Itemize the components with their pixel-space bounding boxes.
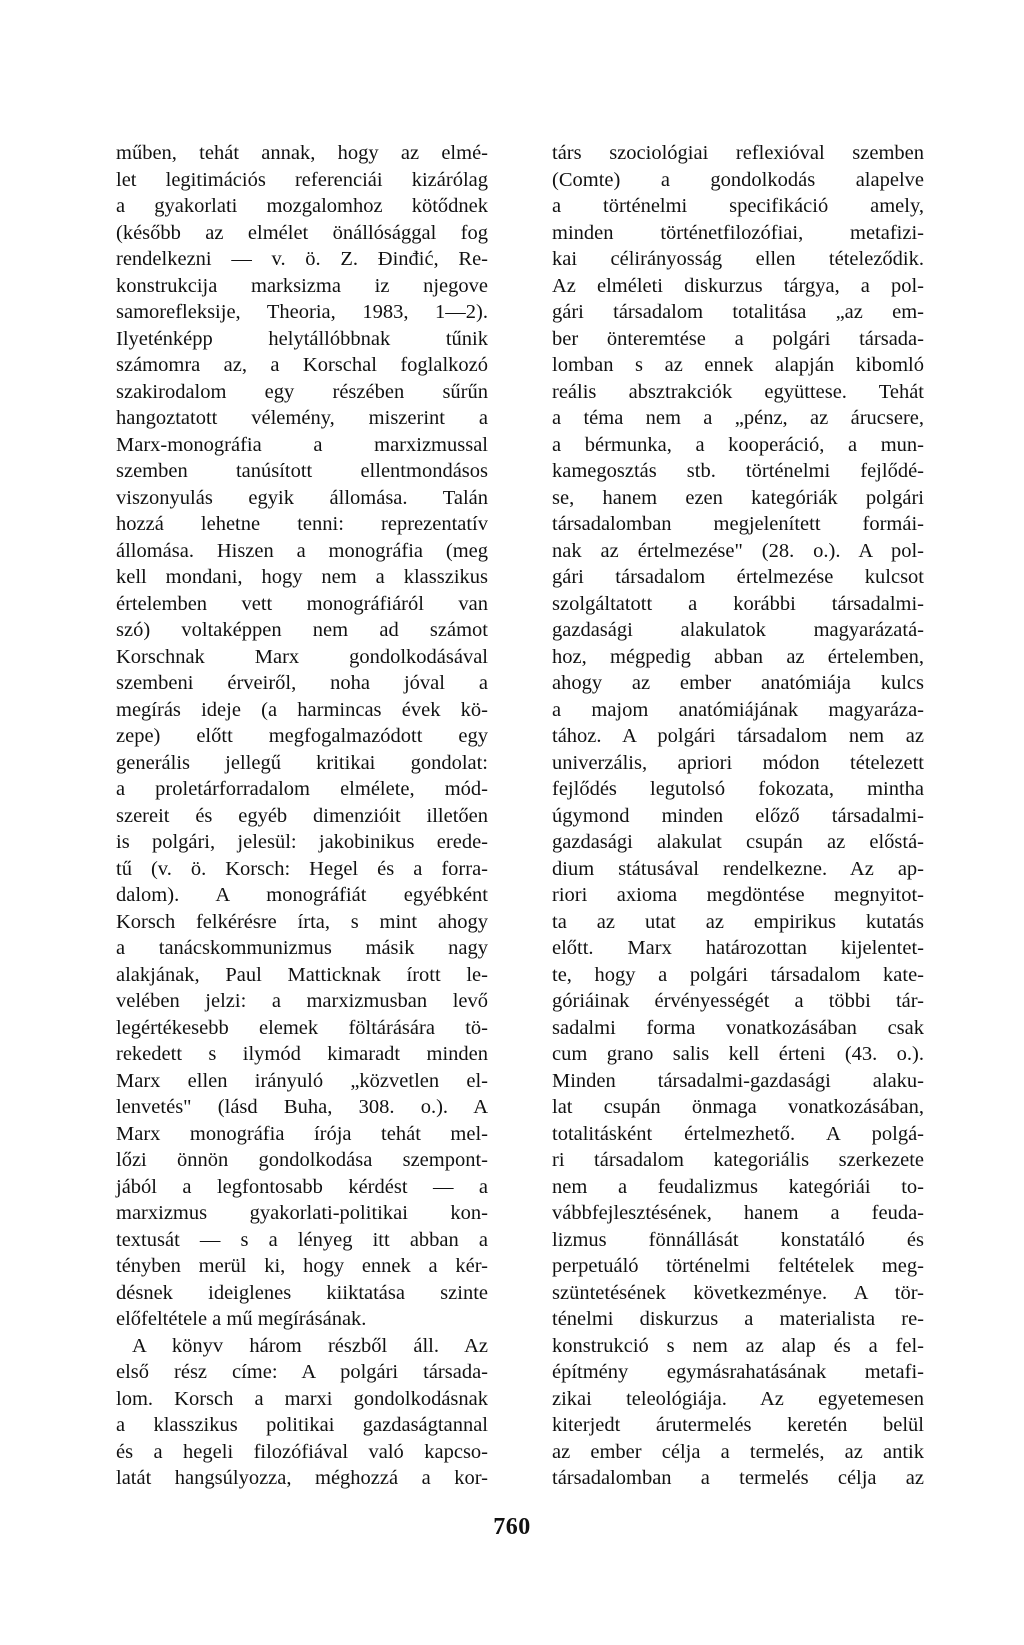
text-line: a proletárforradalom elmélete, mód-	[116, 778, 488, 800]
text-line: Korschnak Marx gondolkodásával	[116, 645, 488, 668]
text-line: konstrukcija marksizma iz njegove	[116, 274, 488, 297]
text-line: kai célirányosság ellen tételeződik.	[552, 248, 924, 270]
text-line: első rész címe: A polgári társada-	[116, 1361, 488, 1383]
text-line: Minden társadalmi-gazdasági alaku-	[552, 1069, 924, 1092]
text-line: Marx-monográfia a marxizmussal	[116, 433, 488, 456]
text-line: gári társadalom értelmezése kulcsot	[552, 566, 924, 588]
text-line: riori axioma megdöntése megnyitot-	[552, 884, 924, 906]
text-line: legértékesebb elemek föltárására tö-	[116, 1016, 488, 1039]
text-line: szereit és egyéb dimenzióit illetően	[116, 804, 488, 827]
text-line: generális jellegű kritikai gondolat:	[116, 751, 488, 774]
text-line: cum grano salis kell érteni (43. o.).	[552, 1043, 924, 1065]
text-line: velében jelzi: a marxizmusban levő	[116, 990, 488, 1012]
text-line: kell mondani, hogy nem a klasszikus	[116, 566, 488, 588]
text-line: előtt. Marx határozottan kijelentet-	[552, 937, 924, 959]
text-line: társadalomban a termelés célja az	[552, 1467, 924, 1489]
text-line: lőzi önnön gondolkodása szempont-	[116, 1149, 488, 1171]
text-line: zikai teleológiája. Az egyetemesen	[552, 1387, 924, 1410]
text-line: Marx ellen irányuló „közvetlen el-	[116, 1069, 488, 1092]
text-line: jából a legfontosabb kérdést — a	[116, 1175, 488, 1198]
text-line: ta az utat az empirikus kutatás	[552, 910, 924, 933]
text-line: a történelmi specifikáció amely,	[552, 195, 924, 217]
text-line: zepe) előtt megfogalmazódott egy	[116, 725, 488, 747]
text-line: lat csupán önmaga vonatkozásában,	[552, 1096, 924, 1118]
text-line: szembeni érveiről, noha jóval a	[116, 672, 488, 694]
text-line: sadalmi forma vonatkozásában csak	[552, 1016, 924, 1039]
text-line: a klasszikus politikai gazdaságtannal	[116, 1414, 488, 1436]
text-line: ahogy az ember anatómiája kulcs	[552, 672, 924, 694]
text-line: műben, tehát annak, hogy az elmé-	[116, 142, 488, 164]
text-line: társadalomban megjelenített formái-	[552, 513, 924, 535]
text-line: rekedett s ilymód kimaradt minden	[116, 1043, 488, 1065]
text-line: tához. A polgári társadalom nem az	[552, 725, 924, 747]
text-line: szakirodalom egy részében sűrűn	[116, 380, 488, 403]
text-line: ber önteremtése a polgári társada-	[552, 327, 924, 350]
text-line: szolgáltatott a korábbi társadalmi-	[552, 592, 924, 615]
text-line: A könyv három részből áll. Az	[132, 1334, 488, 1357]
text-line: dalom). A monográfiát egyébként	[116, 884, 488, 906]
text-line: fejlődés legutolsó fokozata, mintha	[552, 778, 924, 800]
text-line: lomban s az ennek alapján kibomló	[552, 354, 924, 376]
text-line: latát hangsúlyozza, méghozzá a kor-	[116, 1467, 488, 1489]
text-line: (később az elmélet önállósággal fog	[116, 221, 488, 244]
text-line: az ember célja a termelés, az antik	[552, 1440, 924, 1463]
text-line: se, hanem ezen kategóriák polgári	[552, 486, 924, 509]
text-line: gazdasági alakulatok magyarázatá-	[552, 619, 924, 641]
text-line: konstrukció s nem az alap és a fel-	[552, 1334, 924, 1357]
text-line: a gyakorlati mozgalomhoz kötődnek	[116, 195, 488, 217]
text-line: szemben tanúsított ellentmondásos	[116, 460, 488, 482]
text-line: számomra az, a Korschal foglalkozó	[116, 354, 488, 376]
text-line: a téma nem a „pénz, az árucsere,	[552, 407, 924, 429]
text-line: hozzá lehetne tenni: reprezentatív	[116, 513, 488, 535]
text-line: gári társadalom totalitása „az em-	[552, 301, 924, 323]
text-line: lenvetés" (lásd Buha, 308. o.). A	[116, 1096, 488, 1118]
text-line: kamegosztás stb. történelmi fejlődé-	[552, 460, 924, 482]
text-line: reális absztrakciók együttese. Tehát	[552, 380, 924, 403]
text-line: vábbfejlesztésének, hanem a feuda-	[552, 1202, 924, 1224]
text-line: nak az értelmezése" (28. o.). A pol-	[552, 539, 924, 562]
text-line: építmény egymásrahatásának metafi-	[552, 1361, 924, 1383]
text-line: értelemben vett monográfiáról van	[116, 592, 488, 615]
text-line: alakjának, Paul Matticknak írott le-	[116, 963, 488, 986]
right-text-column	[552, 140, 924, 1492]
text-line: előfeltétele a mű megírásának.	[116, 1308, 367, 1330]
text-line: nem a feudalizmus kategóriái to-	[552, 1175, 924, 1198]
text-line: Ilyeténképp helytállóbbnak tűnik	[116, 327, 488, 350]
text-line: hoz, mégpedig abban az értelemben,	[552, 645, 924, 668]
text-line: úgymond minden előző társadalmi-	[552, 804, 924, 827]
text-line: kiterjedt árutermelés keretén belül	[552, 1414, 924, 1436]
text-line: társ szociológiai reflexióval szemben	[552, 142, 924, 164]
text-line: a bérmunka, a kooperáció, a mun-	[552, 433, 924, 456]
text-line: totalitásként értelmezhető. A polgá-	[552, 1122, 924, 1145]
text-line: Az elméleti diskurzus tárgya, a pol-	[552, 274, 924, 297]
text-line: désnek ideiglenes kiiktatása szinte	[116, 1281, 488, 1304]
text-line: góriáinak érvényességét a többi tár-	[552, 990, 924, 1012]
text-line: minden történetfilozófiai, metafizi-	[552, 221, 924, 244]
text-line: tű (v. ö. Korsch: Hegel és a forra-	[116, 857, 488, 880]
text-line: lom. Korsch a marxi gondolkodásnak	[116, 1387, 488, 1410]
text-line: is polgári, jelesül: jakobinikus erede-	[116, 831, 488, 853]
text-line: Korsch felkérésre írta, s mint ahogy	[116, 910, 488, 933]
text-line: Marx monográfia írója tehát mel-	[116, 1122, 488, 1145]
left-text-column	[116, 140, 488, 1492]
text-line: megírás ideje (a harmincas évek kö-	[116, 698, 488, 721]
text-line: textusát — s a lényeg itt abban a	[116, 1228, 488, 1251]
text-line: te, hogy a polgári társadalom kate-	[552, 963, 924, 986]
text-line: samorefleksije, Theoria, 1983, 1—2).	[116, 301, 488, 323]
text-line: let legitimációs referenciái kizárólag	[116, 168, 488, 191]
text-line: állomása. Hiszen a monográfia (meg	[116, 539, 488, 562]
text-line: és a hegeli filozófiával való kapcso-	[116, 1440, 488, 1463]
text-line: a majom anatómiájának magyaráza-	[552, 698, 924, 721]
text-line: lizmus fönnállását konstatáló és	[552, 1228, 924, 1251]
page-number: 760	[493, 1514, 531, 1540]
text-line: tényben merül ki, hogy ennek a kér-	[116, 1255, 488, 1277]
text-line: ri társadalom kategoriális szerkezete	[552, 1149, 924, 1171]
text-line: univerzális, apriori módon tételezett	[552, 751, 924, 774]
text-line: (Comte) a gondolkodás alapelve	[552, 168, 924, 191]
text-line: marxizmus gyakorlati-politikai kon-	[116, 1202, 488, 1224]
text-line: viszonyulás egyik állomása. Talán	[116, 486, 488, 509]
text-line: hangoztatott vélemény, miszerint a	[116, 407, 488, 429]
text-line: szó) voltaképpen nem ad számot	[116, 619, 488, 641]
text-line: szüntetésének következménye. A tör-	[552, 1281, 924, 1304]
text-line: gazdasági alakulat csupán az előstá-	[552, 831, 924, 853]
text-line: perpetuáló történelmi feltételek meg-	[552, 1255, 924, 1277]
text-line: dium státusával rendelkezne. Az ap-	[552, 857, 924, 880]
text-line: a tanácskommunizmus másik nagy	[116, 937, 488, 959]
text-line: ténelmi diskurzus a materialista re-	[552, 1308, 924, 1330]
text-line: rendelkezni — v. ö. Z. Đinđić, Re-	[116, 248, 488, 270]
